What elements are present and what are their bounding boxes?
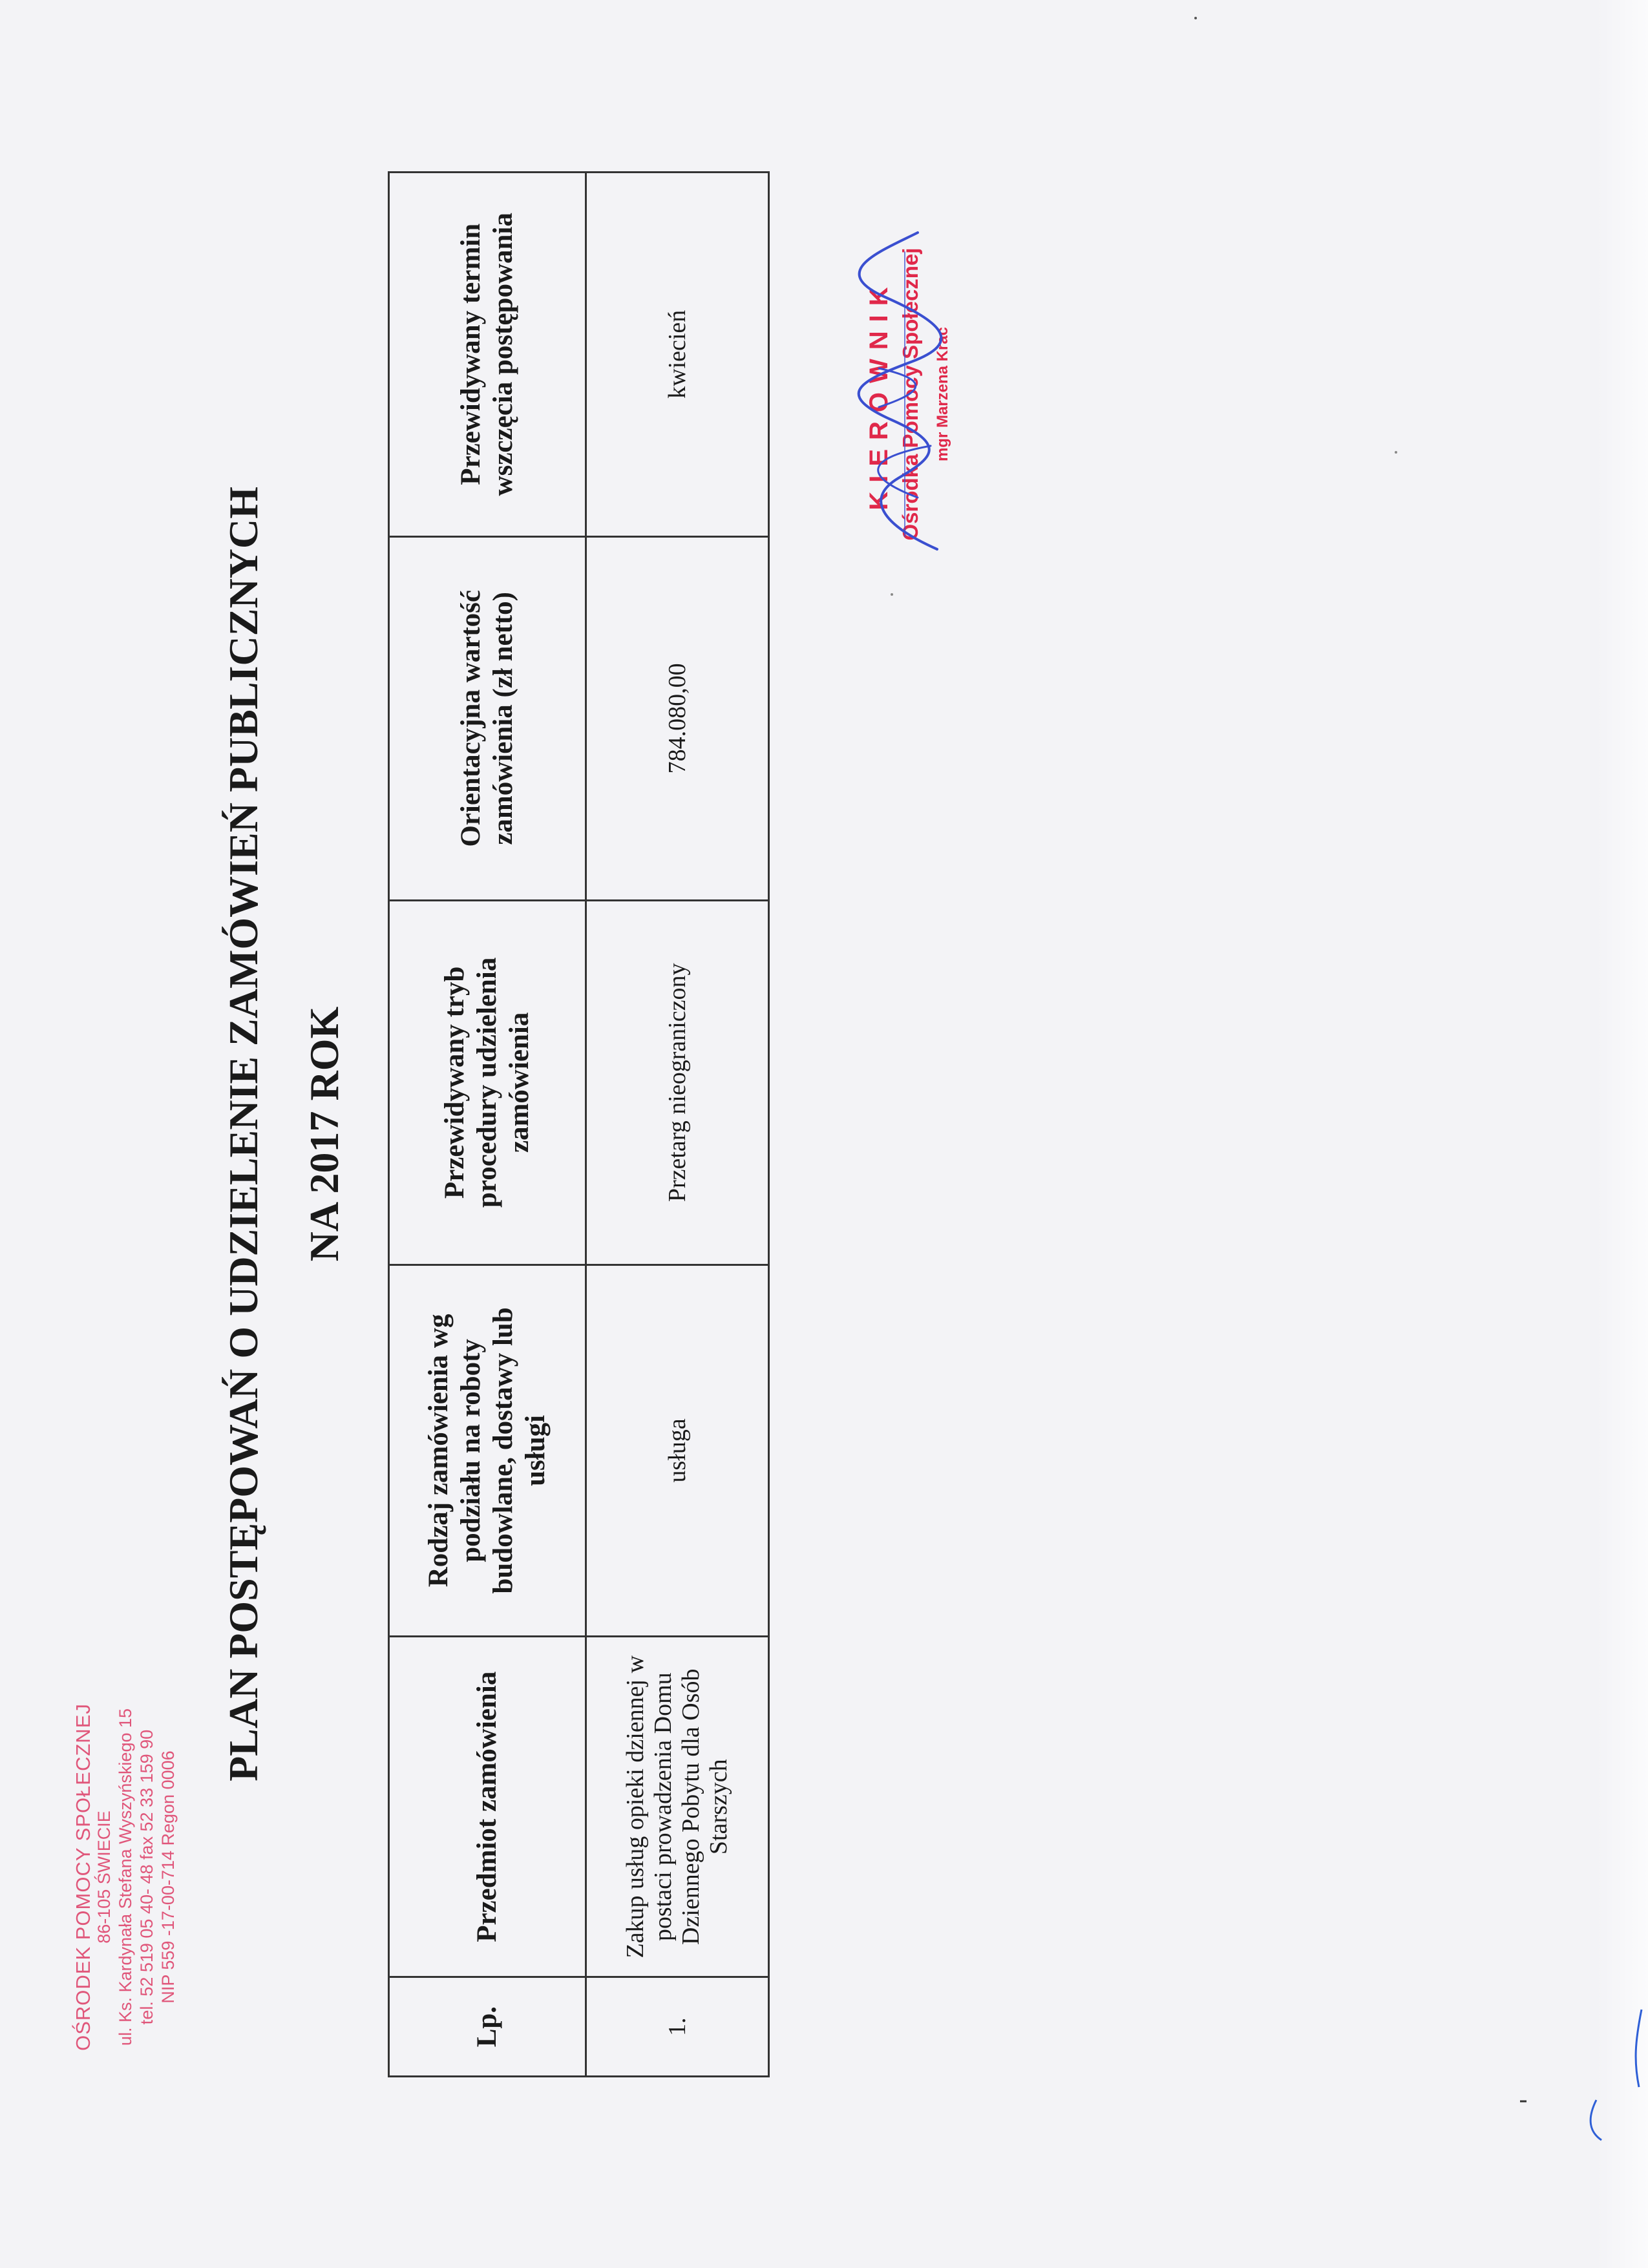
header-term: Przewidywany termin wszczęcia postępowania [389,173,586,537]
cell-value: 784.080,00 [586,536,769,901]
table-header-row [389,173,586,2077]
cell-term: kwiecień [586,173,769,537]
cell-lp: 1. [586,1977,769,2077]
org-phone: tel. 52 519 05 40- 48 fax 52 33 159 90 [137,1729,156,2025]
approval-person: mgr Marzena Krac [934,326,951,462]
table-row [586,173,769,2077]
approval-role: KIEROWNIK [865,278,893,510]
header-lp: Lp. [389,1977,586,2077]
handwritten-signature [840,213,969,575]
approval-unit: Ośrodka Pomocy Społecznej [898,247,922,541]
org-ids: NIP 559 -17-00-714 Regon 0006 [158,1750,178,2004]
header-kind: Rodzaj zamówienia wg podziału na roboty budowlane, dostawy lub usługi [389,1265,586,1637]
org-city: 86-105 ŚWIECIE [94,1811,114,1944]
organization-stamp [72,1677,179,2077]
org-address: ul. Ks. Kardynała Stefana Wyszyńskiego 15 [116,1708,135,2046]
procurement-plan-table [388,171,770,2077]
document-subtitle: NA 2017 ROK [301,1006,347,1262]
header-mode: Przewidywany tryb procedury udzielenia zamówienia [389,901,586,1265]
header-value: Orientacyjna wartość zamówienia (zł netto) [389,536,586,901]
cell-kind: usługa [586,1265,769,1637]
header-subject: Przedmiot zamówienia [389,1637,586,1977]
org-name: OŚRODEK POMOCY SPOŁECZNEJ [72,1703,94,2051]
cell-mode: Przetarg nieograniczony [586,901,769,1265]
cell-subject: Zakup usług opieki dziennej w postaci prowadzenia Domu Dziennego Pobytu dla Osób Starszych [586,1637,769,1977]
document-title: PLAN POSTĘPOWAŃ O UDZIELENIE ZAMÓWIEŃ PUBLICZNYCH [220,487,266,1781]
